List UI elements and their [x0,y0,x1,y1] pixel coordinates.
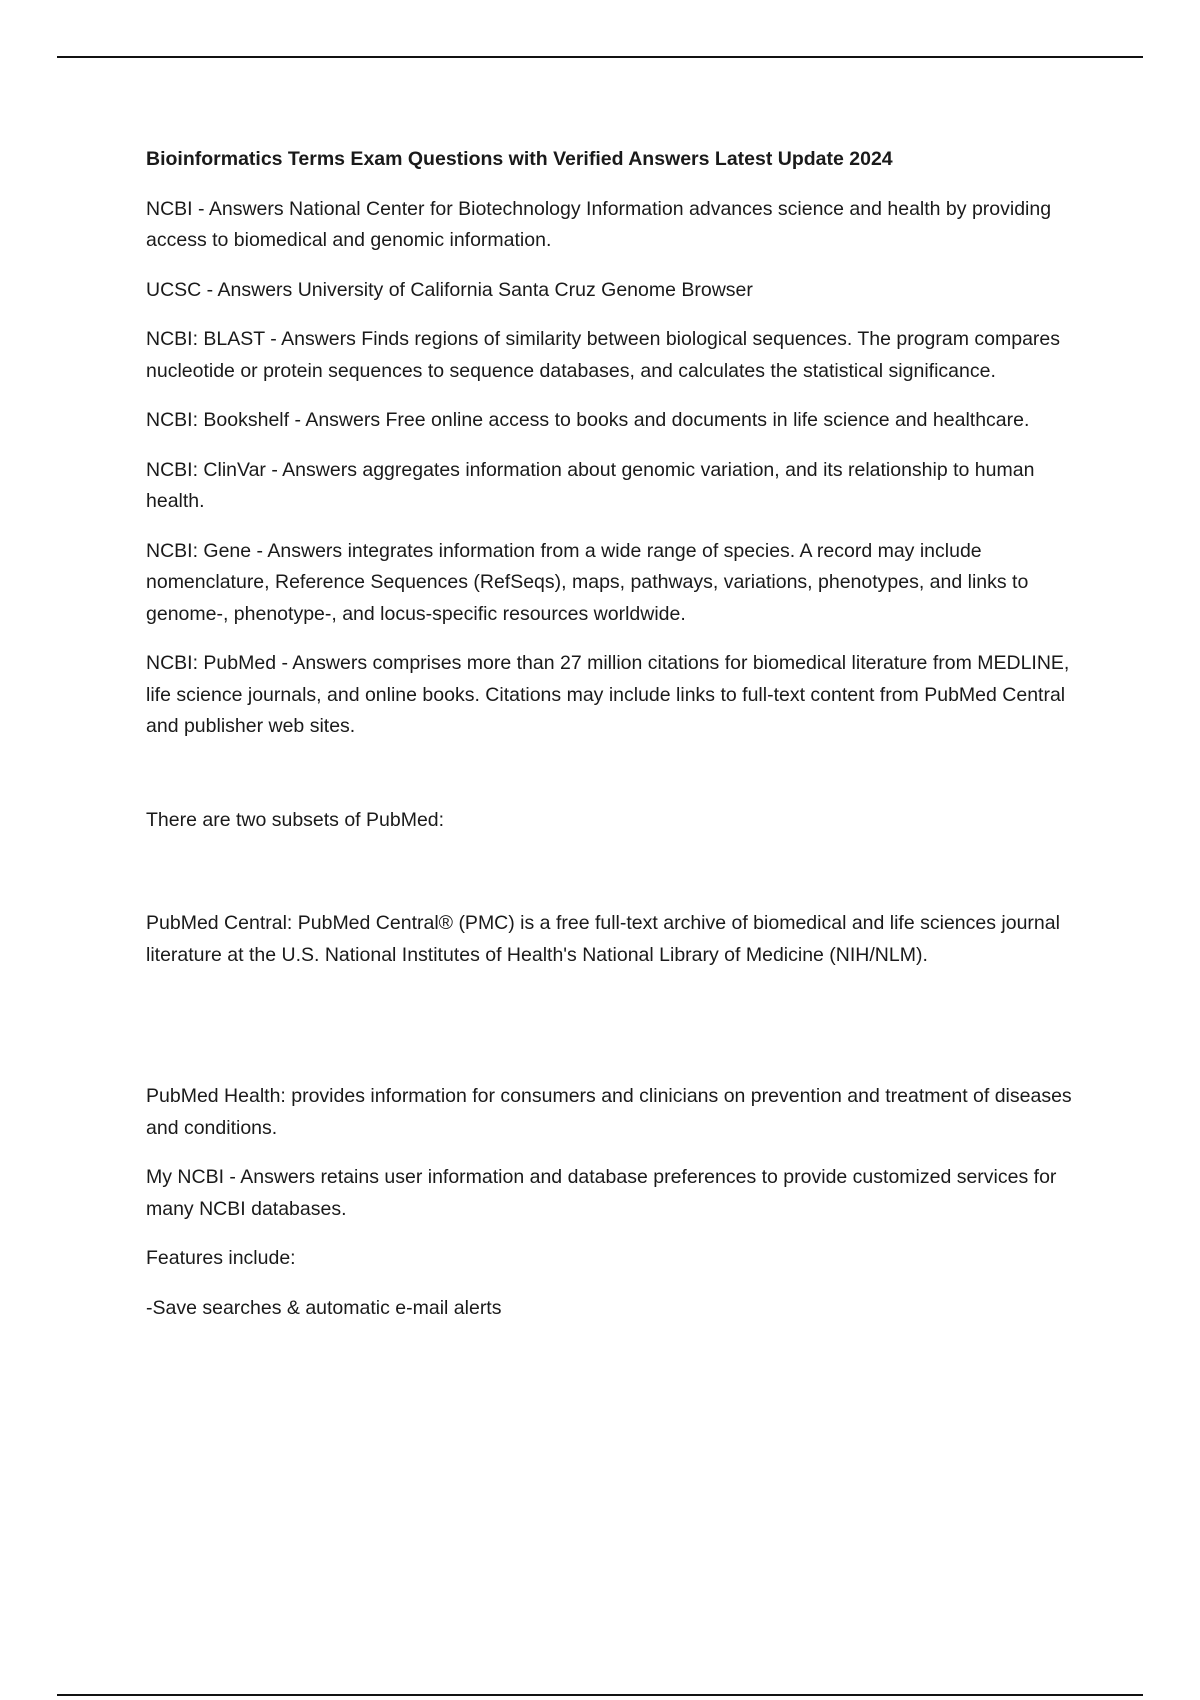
paragraph-pubmed: NCBI: PubMed - Answers comprises more than 27 million citations for biomedical literature from MEDLINE, life science journals, and online books. Citations may include links to full-text content from PubMed Central and publisher web sites. [146,652,1070,737]
paragraph-features: Features include: [146,1247,296,1269]
paragraph-ucsc: UCSC - Answers University of California Santa Cruz Genome Browser [146,278,753,301]
footer-rule [57,1694,1143,1696]
document-body [146,144,1096,1342]
paragraph-ncbi: NCBI - Answers National Center for Biotechnology Information advances science and health by providing access to biomedical and genomic information. [146,197,1052,251]
paragraph-pubmed-subsets: There are two subsets of PubMed: [146,808,445,831]
paragraph-pubmed-central: PubMed Central: PubMed Central® (PMC) is a free full-text archive of biomedical and life sciences journal literature at the U.S. National Institutes of Health's National Library of Medicine (NIH/NLM). [146,912,1060,966]
paragraph-my-ncbi: My NCBI - Answers retains user information and database preferences to provide customized services for many NCBI databases. [146,1166,1057,1220]
paragraph-blast: NCBI: BLAST - Answers Finds regions of similarity between biological sequences. The program compares nucleotide or protein sequences to sequence databases, and calculates the statistical significance. [146,328,1061,382]
paragraph-pubmed-health: PubMed Health: provides information for consumers and clinicians on prevention and treatment of diseases and conditions. [146,1085,1072,1139]
paragraph-feature-item: -Save searches & automatic e-mail alerts [146,1296,502,1319]
document-title: Bioinformatics Terms Exam Questions with Verified Answers Latest Update 2024 [146,148,893,170]
header-rule [57,56,1143,58]
paragraph-bookshelf: NCBI: Bookshelf - Answers Free online access to books and documents in life science and healthcare. [146,409,1030,431]
paragraph-clinvar: NCBI: ClinVar - Answers aggregates information about genomic variation, and its relationship to human health. [146,458,1035,512]
paragraph-gene: NCBI: Gene - Answers integrates information from a wide range of species. A record may include nomenclature, Reference Sequences (RefSeqs), maps, pathways, variations, phenotypes, and links to genome-, phenotype-, and locus-specific resources worldwide. [146,539,1029,625]
